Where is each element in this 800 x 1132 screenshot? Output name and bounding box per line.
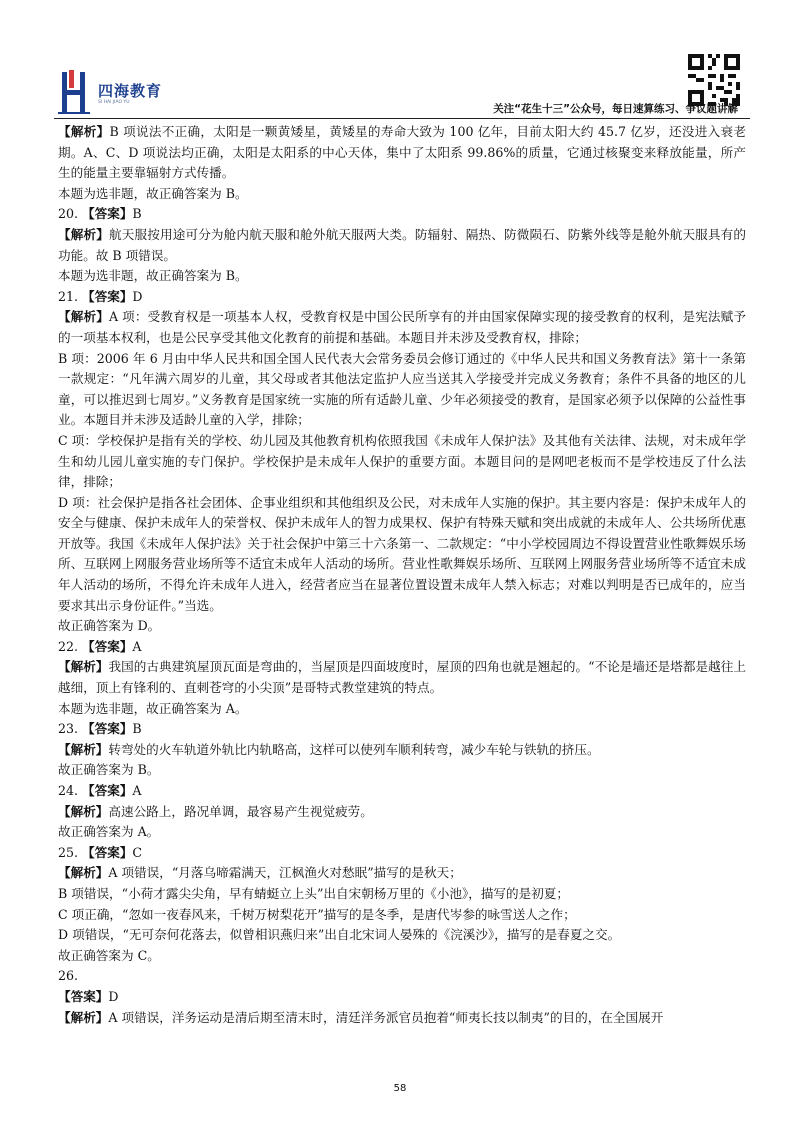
option-explanation: C 项：学校保护是指有关的学校、幼儿园及其他教育机构依照我国《未成年人保护法》及其他有关法律、法规，对未成年学生和幼儿园儿童实施的专门保护。学校保护是未成年人保护的重要方面。本题目问的是网吧老板而不是学校违反了什么法律，排除； bbox=[58, 432, 746, 490]
explanation-text: 高速公路上，路况单调，最容易产生视觉疲劳。 bbox=[108, 803, 373, 819]
question-number: 25. bbox=[58, 844, 79, 860]
question-answer-line bbox=[58, 987, 746, 1008]
question-number: 21. bbox=[58, 288, 79, 304]
analysis-label: 【解析】 bbox=[58, 659, 109, 675]
explanation-paragraph bbox=[58, 863, 746, 884]
question-number: 20. bbox=[58, 206, 79, 222]
question-answer-line bbox=[58, 204, 746, 225]
page-number: 58 bbox=[393, 1083, 407, 1094]
analysis-label: 【解析】 bbox=[58, 803, 109, 819]
explanation-paragraph bbox=[58, 307, 746, 348]
explanation-paragraph bbox=[58, 802, 746, 823]
conclusion-line: 故正确答案为 D。 bbox=[58, 618, 161, 634]
answer-explanations bbox=[58, 122, 746, 1028]
question-answer-line bbox=[58, 637, 746, 658]
question-answer-line bbox=[58, 843, 746, 864]
logo-name: 四海教育 bbox=[98, 82, 163, 100]
header-slogan: 关注“花生十三”公众号，每日速算练习、争议题讲解 bbox=[493, 103, 738, 115]
question-answer-line bbox=[58, 781, 746, 802]
conclusion-line: 本题为选非题，故正确答案为 A。 bbox=[58, 700, 248, 716]
option-explanation: B 项：2006 年 6 月由中华人民共和国全国人民代表大会常务委员会修订通过的《中华人民共和国义务教育法》第十一条第一款规定：“凡年满六周岁的儿童，其父母或者其他法定监护人应当送其入学接受并完成义务教育；条件不具备的地区的儿童，可以推迟到七周岁。”义务教育是国家统一实施的所有适龄儿童、少年必须接受的教育，是国家必须予以保障的公益性事业。本题目并未涉及适龄儿童的入学，排除； bbox=[58, 350, 746, 428]
explanation-paragraph bbox=[58, 657, 746, 698]
answer-label: 【答案】 bbox=[82, 783, 133, 798]
answer-label: 【答案】 bbox=[58, 988, 109, 1004]
logo-mark-icon bbox=[58, 68, 94, 116]
question-number: 23. bbox=[58, 721, 79, 737]
explanation-text: A 项错误，洋务运动是清后期至清末时，清廷洋务派官员抱着“师夷长技以制夷”的目的，在全国展开 bbox=[108, 1009, 664, 1025]
explanation-paragraph bbox=[58, 225, 746, 266]
conclusion-line: 本题为选非题，故正确答案为 B。 bbox=[58, 185, 248, 201]
explanation-text: 航天服按用途可分为舱内航天服和舱外航天服两大类。防辐射、隔热、防微陨石、防紫外线等是舱外航天服具有的功能。故 B 项错误。 bbox=[58, 226, 747, 263]
conclusion-line: 故正确答案为 C。 bbox=[58, 947, 160, 963]
logo-subtitle: SI HAI JIAO YU bbox=[98, 100, 130, 105]
analysis-label: 【解析】 bbox=[58, 226, 109, 242]
option-explanation: D 项：社会保护是指各社会团体、企事业组织和其他组织及公民，对未成年人实施的保护。其主要内容是：保护未成年人的安全与健康、保护未成年人的荣誉权、保护未成年人的智力成果权、保护有特殊天赋和突出成就的未成年人、公共场所优惠开放等。我国《未成年人保护法》关于社会保护中第三十六条第一、二款规定：“中小学校园周边不得设置营业性歌舞娱乐场所、互联网上网服务营业场所等不适宜未成年人活动的场所。营业性歌舞娱乐场所、互联网上网服务营业场所等不适宜未成年人活动的场所，不得允许未成年人进入，经营者应当在显著位置设置未成年人禁入标志；对难以判明是否已成年的，应当要求其出示身份证件。”当选。 bbox=[58, 494, 746, 613]
explanation-paragraph bbox=[58, 740, 746, 761]
answer-value: D bbox=[132, 288, 143, 304]
page-header bbox=[0, 0, 800, 122]
conclusion-line: 本题为选非题，故正确答案为 B。 bbox=[58, 268, 248, 284]
analysis-label: 【解析】 bbox=[58, 309, 109, 325]
question-answer-line bbox=[58, 287, 746, 308]
explanation-text: B 项说法不正确，太阳是一颗黄矮星，黄矮星的寿命大致为 100 亿年，目前太阳大约 45.7 亿岁，还没进入衰老期。A、C、D 项说法均正确，太阳是太阳系的中心天体，集中了太阳系 99.86%的质量，它通过核聚变来释放能量，所产生的能量主要靠辐射方式传播。 bbox=[58, 124, 746, 181]
answer-label: 【答案】 bbox=[82, 638, 133, 654]
analysis-label: 【解析】 bbox=[58, 124, 110, 139]
question-number: 22. bbox=[58, 638, 79, 654]
question-number-line: 26. bbox=[58, 968, 79, 984]
question-answer-line bbox=[58, 719, 746, 740]
explanation-text: 转弯处的火车轨道外轨比内轨略高，这样可以使列车顺利转弯，减少车轮与铁轨的挤压。 bbox=[108, 741, 600, 757]
answer-value: B bbox=[132, 206, 142, 222]
answer-value: A bbox=[132, 638, 142, 654]
explanation-text: 我国的古典建筑屋顶瓦面是弯曲的，当屋顶是四面坡度时，屋顶的四角也就是翘起的。“不论是墙还是塔都是越往上越细，顶上有锋利的、直刺苍穹的小尖顶”是哥特式教堂建筑的特点。 bbox=[58, 659, 747, 696]
answer-label: 【答案】 bbox=[82, 844, 133, 860]
answer-value: D bbox=[108, 988, 119, 1004]
explanation-paragraph bbox=[58, 1008, 746, 1029]
analysis-label: 【解析】 bbox=[58, 1009, 109, 1025]
option-explanation: D 项错误，“无可奈何花落去，似曾相识燕归来”出自北宋词人晏殊的《浣溪沙》，描写的是春夏之交。 bbox=[58, 927, 621, 943]
explanation-text: A 项错误，“月落乌啼霜满天，江枫渔火对愁眠”描写的是秋天； bbox=[108, 865, 462, 881]
qr-code-icon bbox=[688, 54, 740, 106]
explanation-paragraph bbox=[58, 122, 746, 184]
conclusion-line: 故正确答案为 B。 bbox=[58, 762, 160, 778]
answer-value: A bbox=[132, 783, 142, 798]
option-explanation: B 项错误，“小荷才露尖尖角，早有蜻蜓立上头”出自宋朝杨万里的《小池》，描写的是初夏； bbox=[58, 885, 569, 901]
analysis-label: 【解析】 bbox=[58, 865, 109, 881]
explanation-text: A 项：受教育权是一项基本人权，受教育权是中国公民所享有的并由国家保障实现的接受教育的权利，是宪法赋予的一项基本权利，也是公民享受其他文化教育的前提和基础。本题目并未涉及受教育权，排除； bbox=[58, 309, 746, 345]
answer-value: B bbox=[132, 721, 142, 737]
analysis-label: 【解析】 bbox=[58, 741, 109, 757]
answer-value: C bbox=[132, 844, 143, 860]
answer-label: 【答案】 bbox=[82, 288, 133, 304]
conclusion-line: 故正确答案为 A。 bbox=[58, 824, 160, 840]
answer-label: 【答案】 bbox=[82, 206, 133, 222]
question-number: 24. bbox=[58, 783, 79, 798]
option-explanation: C 项正确，“忽如一夜春风来，千树万树梨花开”描写的是冬季，是唐代岑参的咏雪送人之作； bbox=[58, 906, 576, 922]
header-divider bbox=[54, 118, 750, 119]
logo bbox=[58, 68, 186, 116]
answer-label: 【答案】 bbox=[82, 721, 133, 737]
